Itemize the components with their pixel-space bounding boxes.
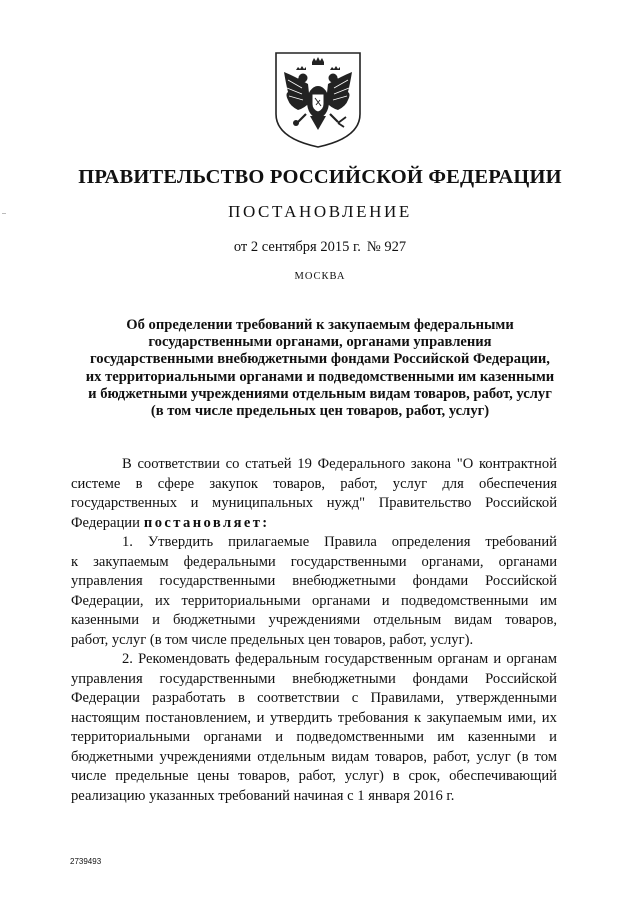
preamble-paragraph [71, 455, 557, 514]
text-word: им [539, 592, 557, 609]
text-word: ими, [507, 709, 537, 726]
text-word: их [541, 709, 557, 726]
decree-date: от 2 сентября 2015 г. [233, 239, 361, 255]
title-line: и бюджетными учреждениями отдельным видам товаров, работ, услуг [88, 385, 552, 402]
text-word: закупаемым [426, 709, 503, 726]
decree-title [0, 317, 640, 420]
text-word: казенными [71, 612, 140, 628]
text-word: видам [331, 748, 370, 765]
text-word: работ, [298, 768, 336, 784]
text-word: утвержденными [456, 690, 557, 706]
text-word: Утвердить [147, 534, 214, 550]
text-word: Правила [324, 534, 377, 550]
text-word: сфере [157, 475, 195, 492]
text-word: федеральными [183, 553, 276, 570]
text-line [71, 787, 557, 807]
text-word: товаров, [505, 612, 557, 628]
title-line: Об определении требований к закупаемым федеральными [126, 317, 514, 333]
text-word: к [414, 709, 422, 726]
decree-body [71, 455, 557, 806]
text-word: срок, [408, 768, 441, 784]
text-word: с [351, 690, 359, 706]
text-line [71, 611, 557, 631]
text-line [71, 514, 557, 534]
text-word: отдельным [257, 748, 326, 765]
text-word: работ, [433, 748, 471, 765]
text-word: органами [311, 592, 371, 609]
text-word: закупок [209, 475, 258, 492]
text-word: определения [391, 534, 471, 550]
text-word: государственных [71, 495, 178, 511]
text-word: закупаемым [93, 553, 169, 570]
text-word: Российской [485, 670, 557, 687]
text-line [71, 689, 557, 709]
text-word: цены [197, 768, 230, 784]
text-word: Российской [485, 495, 557, 511]
text-word: и [381, 592, 390, 609]
text-word: управления [71, 573, 143, 589]
text-word: органами, [421, 553, 484, 570]
text-line [71, 494, 557, 514]
text-word: отдельным [373, 612, 442, 628]
text-word: предельные [115, 768, 189, 784]
decree-number: № 927 [366, 239, 407, 255]
text-word: к [71, 553, 79, 570]
text-word: требований [485, 534, 557, 550]
text-word: подведомственными [400, 592, 529, 609]
decides-word: постановляет: [143, 514, 270, 531]
text-word: и [190, 495, 199, 511]
text-line [71, 650, 557, 670]
text-word: Федерации [71, 690, 140, 706]
text-word: "О [456, 456, 474, 472]
text-word: Правительство [378, 495, 472, 511]
text-word: бюджетными [71, 748, 154, 765]
text-word: в [392, 768, 400, 784]
text-line [71, 670, 557, 690]
text-line [71, 748, 557, 768]
text-word: органам [506, 651, 557, 667]
text-word: в [237, 690, 245, 706]
text-word: внебюджетными [292, 670, 396, 687]
text-word: и [275, 729, 284, 745]
text-word: услуг) [344, 768, 384, 784]
text-word: и [152, 612, 160, 628]
title-line: (в том числе предельных цен товаров, работ, услуг) [150, 403, 490, 420]
text-word: реализацию указанных требований начиная с 1 января 2016 г. [71, 787, 455, 804]
text-word: постановлением, [145, 709, 252, 726]
text-word: настоящим [71, 709, 140, 726]
text-line [71, 728, 557, 748]
text-word: и [493, 651, 502, 667]
title-line: государственными органами, органами управления [148, 334, 492, 351]
text-word: обеспечивающий [449, 768, 557, 784]
text-word: государственными [159, 670, 276, 687]
title-line: их территориальными органами и подведомственными им казенными [85, 368, 555, 385]
text-word: контрактной [478, 456, 557, 472]
text-word: территориальными [181, 592, 301, 609]
double-headed-eagle-icon [272, 50, 364, 150]
text-word: органами [498, 553, 557, 570]
document-number: 2739493 [70, 857, 102, 866]
government-name: ПРАВИТЕЛЬСТВО РОССИЙСКОЙ ФЕДЕРАЦИИ [78, 166, 562, 188]
text-word: Федерации [71, 514, 140, 531]
text-word: казенными [467, 729, 536, 745]
text-word: прилагаемые [228, 534, 310, 550]
text-line [71, 709, 557, 729]
text-word: товаров, [238, 768, 290, 784]
text-word: требования [337, 709, 409, 726]
text-word: государственным [324, 651, 433, 667]
text-line [71, 592, 557, 612]
text-word: статьей [245, 456, 292, 472]
text-word: 19 [297, 456, 312, 472]
text-word: нужд" [326, 495, 366, 511]
text-word: органами [203, 729, 262, 745]
text-word: закона [410, 456, 452, 472]
text-word: товаров, [273, 475, 326, 492]
text-line [71, 553, 557, 573]
text-word: числе [71, 768, 107, 784]
text-line [71, 475, 557, 495]
text-word: управления [71, 670, 143, 687]
text-word: Российской [485, 573, 557, 589]
text-line [71, 572, 557, 592]
title-line: государственными внебюджетными фондами Российской Федерации, [90, 351, 550, 368]
text-word: обеспечения [479, 475, 557, 492]
text-word: и [256, 709, 265, 726]
text-word: федеральным [235, 651, 320, 667]
text-word: товаров, [375, 748, 428, 765]
text-word: том [534, 748, 557, 765]
text-word: утвердить [270, 709, 333, 726]
text-word: и [549, 729, 557, 745]
text-word: Федерального [317, 456, 406, 472]
text-word: Правилами, [370, 690, 444, 706]
text-word: соответствии [257, 690, 340, 706]
text-line [71, 455, 557, 475]
document-type: ПОСТАНОВЛЕНИЕ [228, 202, 412, 221]
text-word: учреждениями [159, 748, 252, 765]
text-word: 2. [122, 651, 133, 667]
text-word: бюджетными [172, 612, 256, 628]
text-word: Рекомендовать [138, 651, 230, 667]
text-word: видам [454, 612, 493, 628]
text-word: подведомственными [296, 729, 424, 745]
text-word: внебюджетными [292, 573, 396, 589]
text-word: государственными [290, 553, 407, 570]
text-word: соответствии [137, 456, 220, 472]
text-line [71, 533, 557, 553]
text-word: Федерации, [71, 592, 144, 609]
text-word: (в [516, 748, 529, 765]
text-word: 1. [122, 534, 133, 550]
text-word: для [442, 475, 464, 492]
text-word: территориальными [71, 729, 191, 745]
text-word: муниципальных [212, 495, 314, 511]
text-line [71, 767, 557, 787]
text-line [71, 631, 557, 651]
text-word: работ, [340, 475, 378, 492]
text-word: фондами [412, 573, 469, 589]
text-word: разработать [152, 690, 226, 706]
text-word: государственными [159, 573, 276, 589]
city: МОСКВА [294, 271, 346, 282]
text-word: услуг [476, 748, 511, 765]
text-word: их [154, 592, 171, 609]
item-1-paragraph [71, 533, 557, 631]
text-word: учреждениями [268, 612, 361, 628]
text-word: В [122, 456, 132, 472]
text-word: органам [437, 651, 489, 667]
item-2-paragraph [71, 650, 557, 787]
text-word: им [437, 729, 455, 745]
text-word: услуг [392, 475, 428, 492]
text-word: системе [71, 475, 121, 492]
text-word: работ, услуг (в том числе предельных цен товаров, работ, услуг). [71, 631, 474, 648]
text-word: со [225, 456, 240, 472]
date-line [0, 239, 640, 256]
text-word: фондами [412, 670, 469, 687]
text-word: в [135, 475, 143, 492]
